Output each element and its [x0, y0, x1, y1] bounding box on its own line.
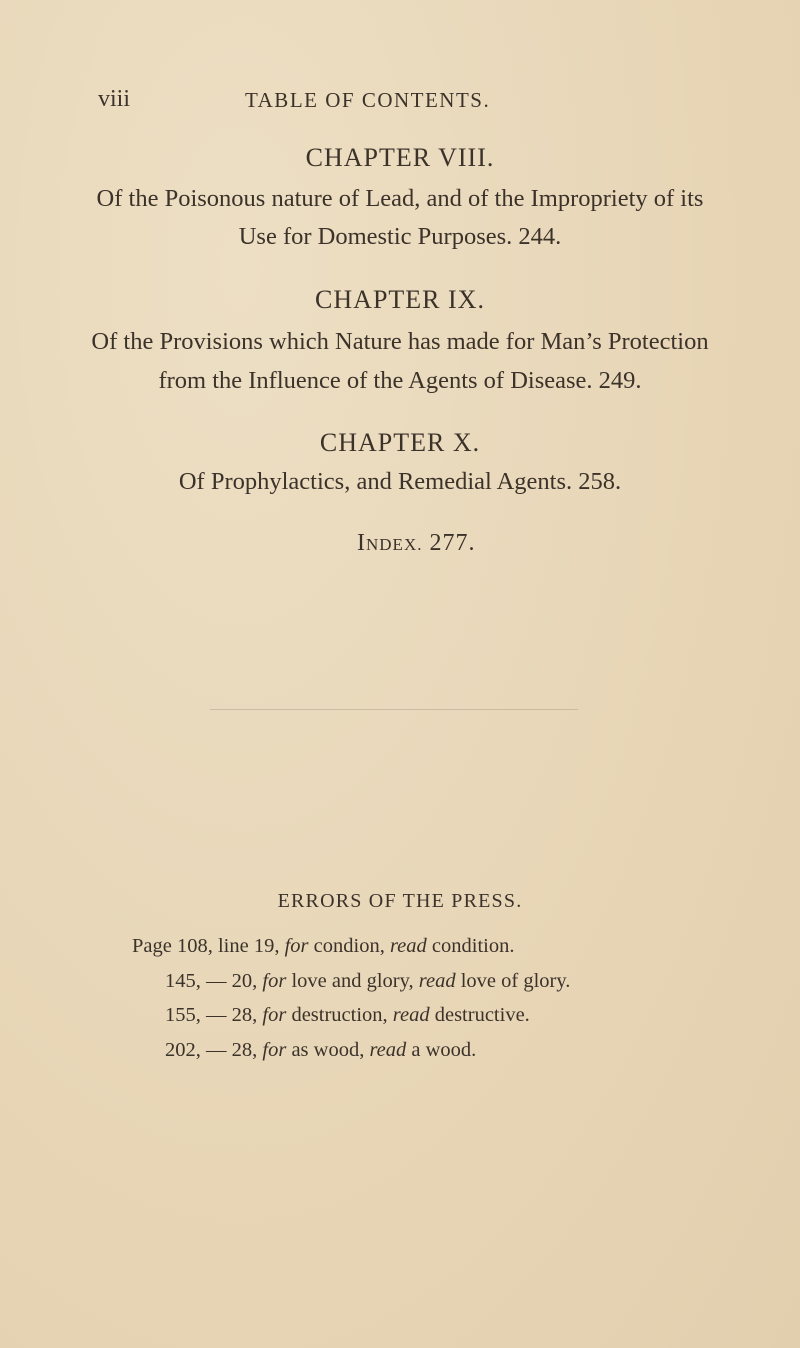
chapter-heading: CHAPTER VIII. [305, 143, 495, 172]
errata-read: read [369, 1039, 407, 1061]
chapter-title-line: from the Influence of the Agents of Disease. 249. [158, 367, 642, 394]
errata-right: a wood. [411, 1039, 477, 1061]
page-number: viii [98, 86, 131, 112]
errata-read: read [392, 1004, 430, 1026]
chapter-title-line: Of Prophylactics, and Remedial Agents. 258. [178, 468, 622, 495]
errata-right: condition. [431, 935, 515, 957]
errata-title: ERRORS OF THE PRESS. [277, 890, 523, 912]
running-title: TABLE OF CONTENTS. [245, 88, 491, 112]
chapter-title-line: Of the Provisions which Nature has made for Man’s Protection [91, 328, 709, 355]
index-entry [357, 530, 475, 557]
errata-page: Page 108, [132, 935, 213, 957]
errata-right: love of glory. [460, 970, 571, 992]
index-label: NDEX. [366, 535, 423, 554]
chapter-title-line: Use for Domestic Purposes. 244. [238, 223, 562, 250]
index-page: 277. [429, 530, 476, 556]
errata-wrong: as wood, [291, 1039, 365, 1061]
errata-read: read [389, 935, 427, 957]
chapter-heading: CHAPTER X. [319, 428, 481, 457]
errata-right: destructive. [434, 1004, 530, 1026]
errata-for: for [262, 1004, 287, 1026]
index-initial: I [357, 530, 366, 556]
errata-entry [165, 1004, 530, 1027]
chapter-heading: CHAPTER IX. [315, 285, 485, 314]
errata-line: — 20, [206, 970, 258, 992]
errata-read: read [418, 970, 456, 992]
errata-entry [165, 970, 570, 993]
chapter-title-line: Of the Poisonous nature of Lead, and of the Impropriety of its [96, 185, 704, 212]
errata-line: — 28, [206, 1004, 258, 1026]
errata-wrong: condion, [313, 935, 385, 957]
errata-entry [132, 935, 514, 958]
errata-for: for [262, 970, 287, 992]
errata-for: for [284, 935, 309, 957]
errata-line: line 19, [217, 935, 280, 957]
errata-wrong: love and glory, [291, 970, 414, 992]
errata-page: 145, [165, 970, 201, 992]
errata-wrong: destruction, [291, 1004, 388, 1026]
errata-page: 155, [165, 1004, 201, 1026]
divider-rule [210, 709, 578, 710]
errata-for: for [262, 1039, 287, 1061]
errata-entry [165, 1039, 476, 1062]
errata-line: — 28, [206, 1039, 258, 1061]
errata-page: 202, [165, 1039, 201, 1061]
